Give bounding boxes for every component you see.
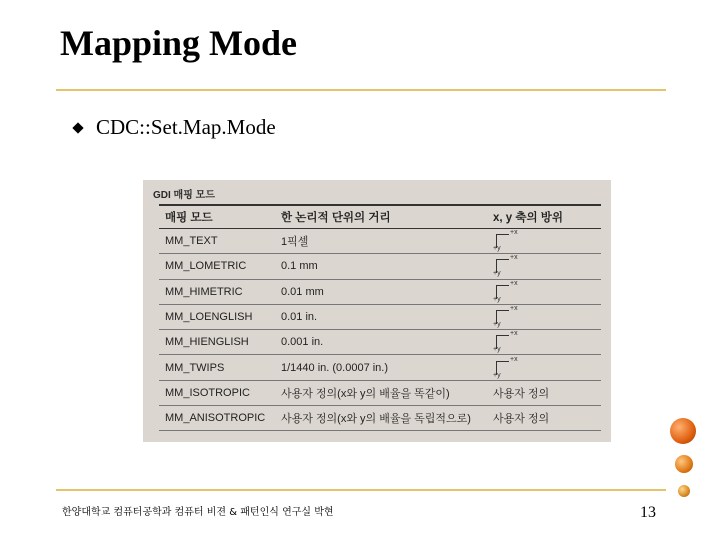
column-header: 매핑 모드 [159,205,275,229]
axis-x-label: +x [510,229,518,237]
bullet-text: CDC::Set.Map.Mode [96,115,276,139]
mode-cell: MM_TWIPS [159,355,275,380]
unit-cell: 1/1440 in. (0.0007 in.) [275,355,487,380]
mode-cell: MM_ANISOTROPIC [159,406,275,431]
axis-y-up-icon [493,355,523,379]
axis-y-label: +y [493,270,501,278]
unit-cell: 0.001 in. [275,330,487,355]
table-row [159,330,601,355]
diamond-bullet-icon [72,122,83,133]
orange-ball-icon [675,455,693,473]
axis-y-label: +y [493,371,501,379]
table-row [159,406,601,431]
axis-x-label: +x [510,305,518,313]
footer-text: 한양대학교 컴퓨터공학과 컴퓨터 비젼 & 패턴인식 연구실 박현 [62,507,334,518]
unit-cell: 0.01 in. [275,304,487,329]
axis-x-label: +x [510,254,518,262]
column-header: 한 논리적 단위의 거리 [275,205,487,229]
unit-cell: 0.01 mm [275,279,487,304]
unit-cell: 1픽셀 [275,229,487,254]
unit-cell: 사용자 정의(x와 y의 배율을 독립적으로) [275,406,487,431]
orientation-cell [487,304,601,329]
table-row [159,279,601,304]
mapping-mode-table [159,204,601,431]
axis-y-up-icon [493,279,523,303]
table-row [159,229,601,254]
axis-x-label: +x [510,355,518,363]
axis-x-label: +x [510,330,518,338]
orientation-cell [487,254,601,279]
mode-cell: MM_ISOTROPIC [159,380,275,405]
title-divider [56,89,666,91]
table-caption: GDI 매핑 모드 [153,190,215,201]
mode-cell: MM_HIMETRIC [159,279,275,304]
axis-y-label: +y [493,295,501,303]
table-row [159,355,601,380]
orientation-cell [487,229,601,254]
axis-y-up-icon [493,332,523,352]
slide-title: Mapping Mode [60,23,298,63]
axis-y-down-icon [493,231,523,251]
axis-y-label: +y [493,245,501,253]
page-number: 13 [640,504,656,521]
bullet-item [74,115,276,140]
axis-y-label: +y [493,346,501,354]
orientation-cell [487,355,601,380]
orange-ball-icon [678,485,690,497]
mode-cell: MM_HIENGLISH [159,330,275,355]
table-header-row [159,205,601,229]
axis-y-label: +y [493,321,501,329]
table-row [159,304,601,329]
orange-ball-icon [670,418,696,444]
table-row [159,380,601,405]
table-row [159,254,601,279]
orientation-cell [487,330,601,355]
axis-y-up-icon [493,256,523,276]
mode-cell: MM_LOENGLISH [159,304,275,329]
axis-x-label: +x [510,279,518,287]
unit-cell: 사용자 정의(x와 y의 배율을 똑같이) [275,380,487,405]
footer-divider [56,489,666,491]
axis-y-up-icon [493,307,523,327]
mode-cell: MM_TEXT [159,229,275,254]
mapping-mode-table-image [143,180,611,442]
column-header: x, y 축의 방위 [487,205,601,229]
unit-cell: 0.1 mm [275,254,487,279]
orientation-cell: 사용자 정의 [487,406,601,431]
mode-cell: MM_LOMETRIC [159,254,275,279]
orientation-cell: 사용자 정의 [487,380,601,405]
orientation-cell [487,279,601,304]
